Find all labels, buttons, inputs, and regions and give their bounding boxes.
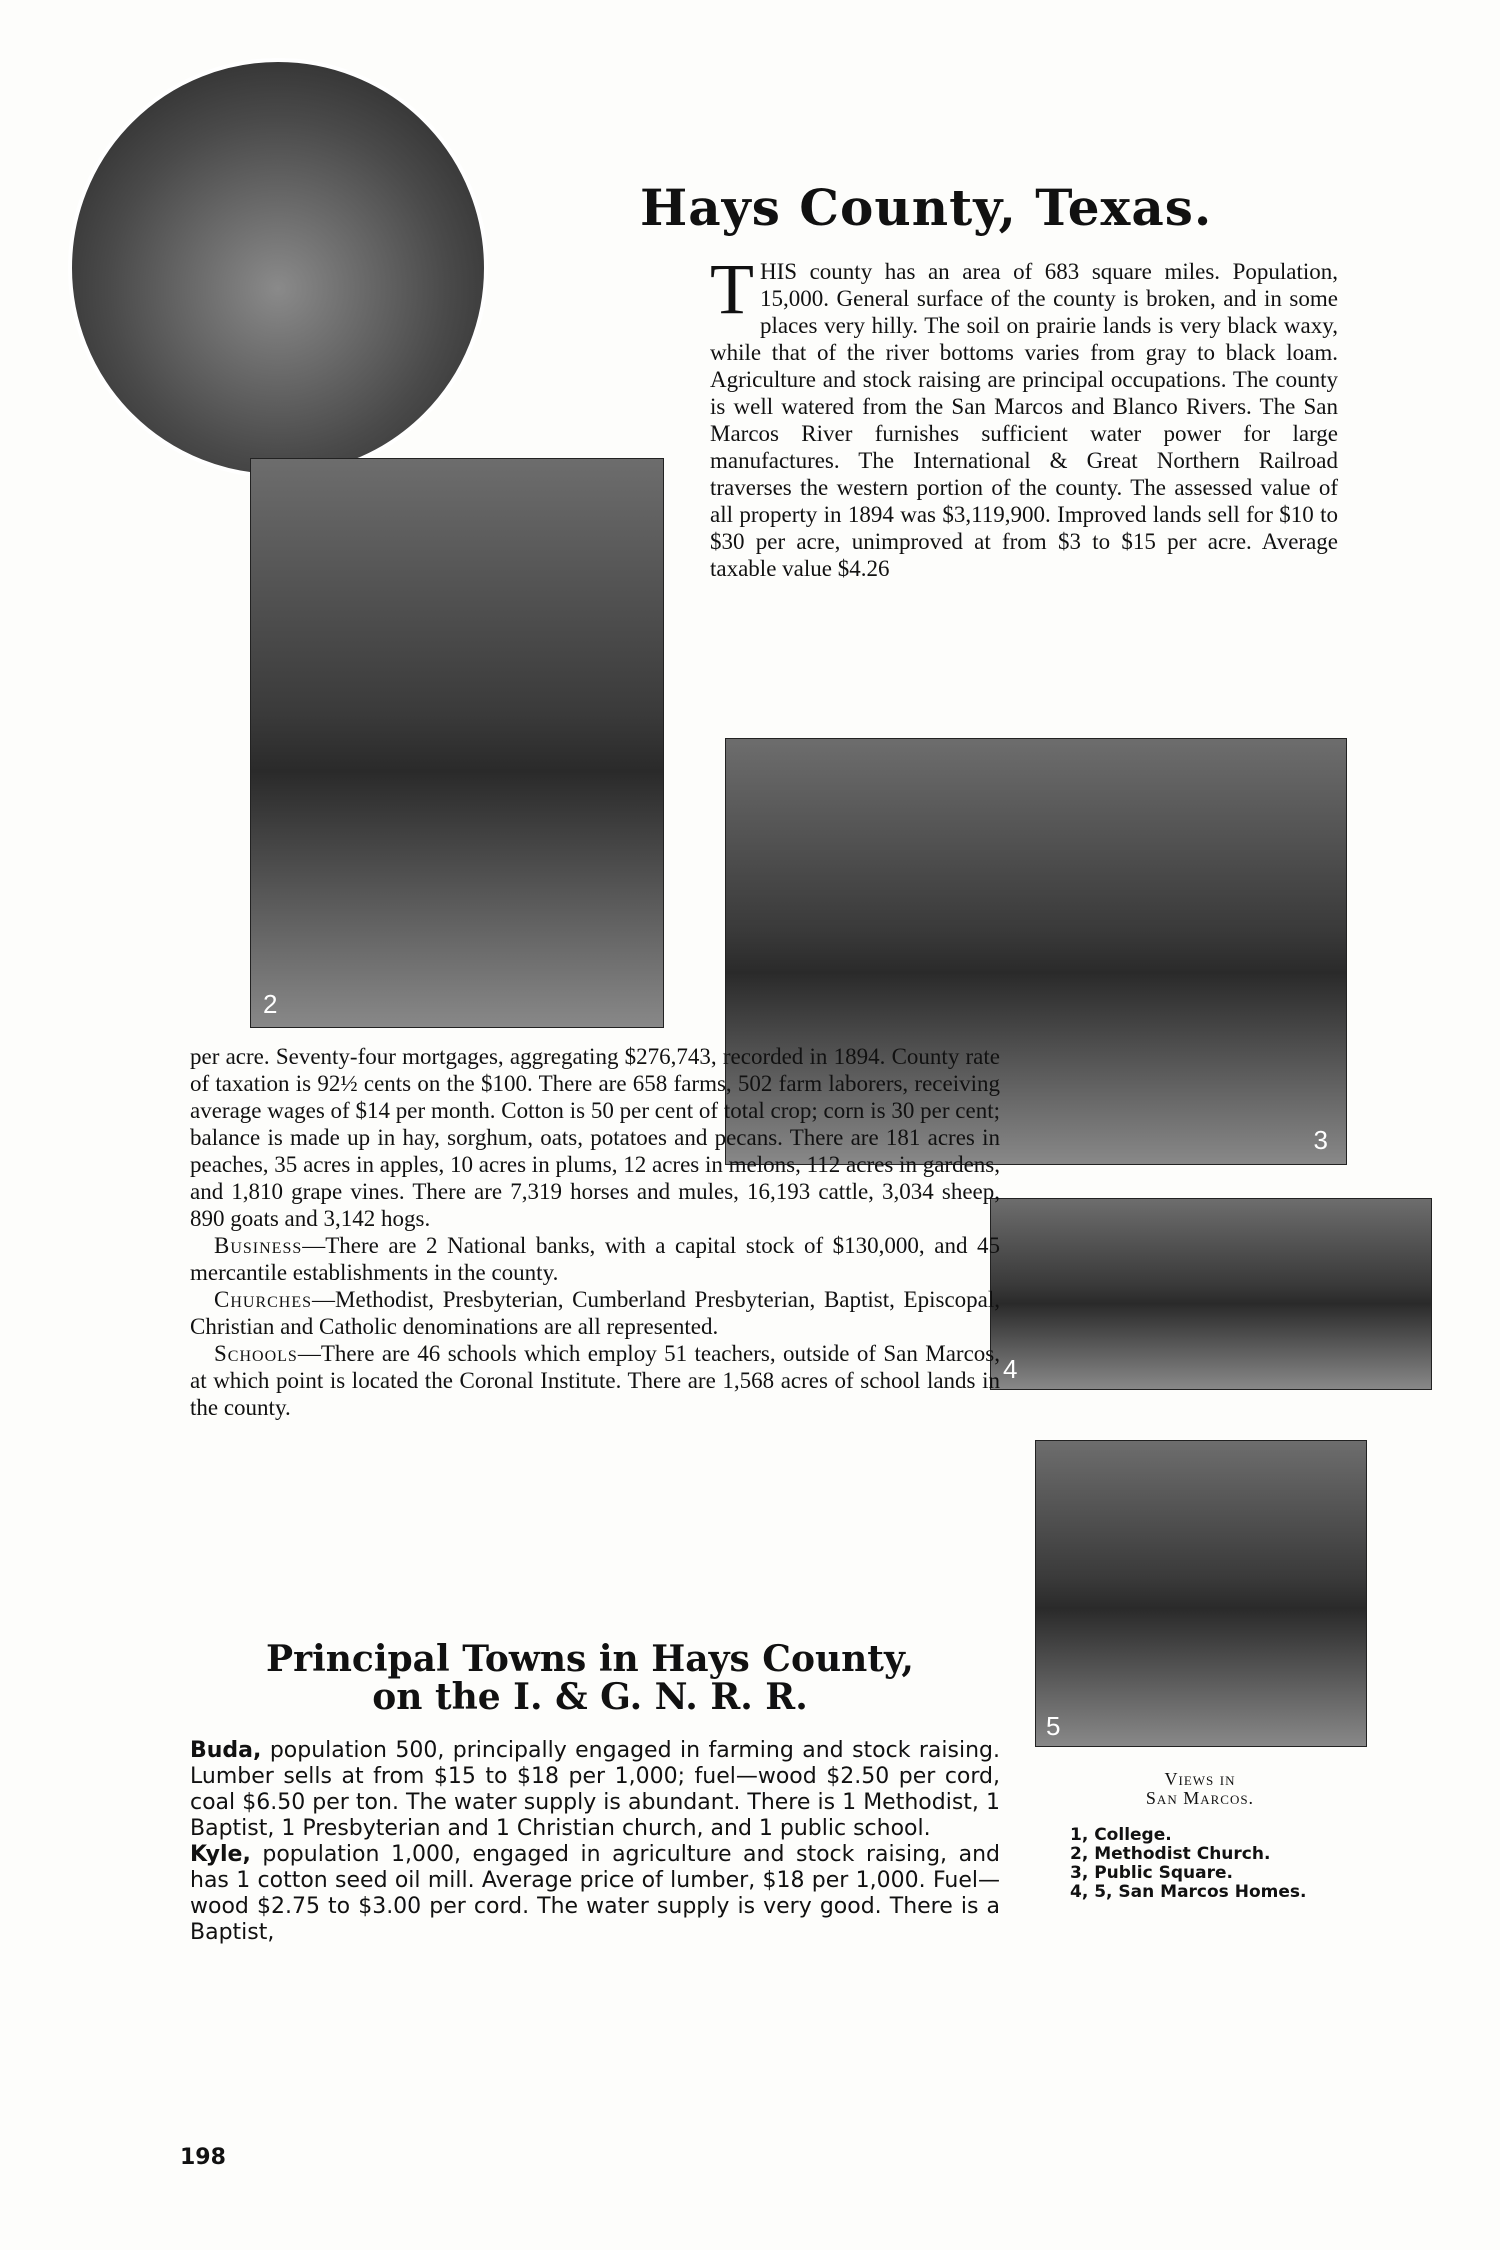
- photo-number: 3: [1313, 1125, 1328, 1155]
- caption-heading-line2: San Marcos.: [1145, 1788, 1255, 1808]
- section-heading-line2: on the I. & G. N. R. R.: [372, 1676, 808, 1718]
- caption-item: 3, Public Square.: [1070, 1863, 1233, 1883]
- home-photo-5: [1035, 1440, 1367, 1747]
- buda-text: population 500, principally engaged in farming and stock raising. Lumber sells at from $15 to $18 per 1,000; fuel—wood $2.50 per cord, coal $6.50 per ton. The water supply is abundant. There is 1 Methodist, 1 Baptist, 1 Presbyterian and 1 Christian church, and 1 public school.: [190, 1738, 1000, 1841]
- caption-item: 1, College.: [1070, 1825, 1172, 1845]
- schools-paragraph: [190, 1340, 1000, 1421]
- home-photo-4: [990, 1198, 1432, 1390]
- intro-paragraph: [710, 249, 1338, 582]
- page-title: Hays County, Texas.: [640, 178, 1213, 237]
- continued-text: per acre. Seventy-four mortgages, aggregating $276,743, recorded in 1894. County rate of taxation is 92½ cents on the $100. There are 658 farms, 502 farm laborers, receiving average wages of $14 per month. Cotton is 50 per cent of total crop; corn is 30 per cent; balance is made up in hay, sorghum, oats, potatoes and pecans. There are 181 acres in peaches, 35 acres in apples, 10 acres in plums, 12 acres in melons, 112 acres in gardens, and 1,810 grape vines. There are 7,319 horses and mules, 16,193 cattle, 3,034 sheep, 890 goats and 3,142 hogs.: [190, 1044, 1000, 1231]
- methodist-church-photo: [250, 458, 664, 1028]
- kyle-entry: [190, 1842, 1000, 1946]
- schools-label: Schools: [214, 1341, 298, 1366]
- business-paragraph: [190, 1232, 1000, 1286]
- buda-entry: [190, 1738, 1000, 1842]
- business-text: —There are 2 National banks, with a capital stock of $130,000, and 45 mercantile establishments in the county.: [190, 1233, 1000, 1285]
- photo-number: 2: [263, 989, 278, 1019]
- caption-heading: [1050, 1770, 1350, 1808]
- college-photo: [68, 58, 488, 478]
- photo-number: 5: [1046, 1711, 1061, 1741]
- caption-item: 2, Methodist Church.: [1070, 1844, 1271, 1864]
- kyle-name: Kyle,: [190, 1842, 251, 1867]
- dropcap: T: [710, 249, 754, 329]
- intro-text: HIS county has an area of 683 square miles. Population, 15,000. General surface of the county is broken, and in some places very hilly. The soil on prairie lands is very black waxy, while that of the river bottoms varies from gray to black loam. Agriculture and stock raising are principal occupations. The county is well watered from the San Marcos and Blanco Rivers. The San Marcos River furnishes sufficient water power for large manufactures. The International & Great Northern Railroad traverses the western portion of the county. The assessed value of all property in 1894 was $3,119,900. Improved lands sell for $10 to $30 per acre, unimproved at from $3 to $15 per acre. Average taxable value $4.26: [710, 259, 1338, 581]
- business-label: Business: [214, 1233, 303, 1258]
- schools-text: —There are 46 schools which employ 51 teachers, outside of San Marcos, at which point is located the Coronal Institute. There are 1,568 acres of school lands in the county.: [190, 1341, 1000, 1420]
- section-heading: [180, 1640, 1000, 1716]
- photo-number: 4: [1003, 1354, 1018, 1384]
- towns-paragraph: [190, 1738, 1000, 1946]
- buda-name: Buda,: [190, 1738, 262, 1763]
- caption-item: 4, 5, San Marcos Homes.: [1070, 1882, 1307, 1902]
- page-number: 198: [180, 2145, 226, 2170]
- photo-caption: [1050, 1770, 1350, 1902]
- churches-label: Churches: [214, 1287, 313, 1312]
- section-heading-line1: Principal Towns in Hays County,: [266, 1638, 914, 1680]
- churches-text: —Methodist, Presbyterian, Cumberland Presbyterian, Baptist, Episcopal, Christian and Catholic denominations are all represented.: [190, 1287, 1000, 1339]
- continued-paragraph: [190, 1043, 1000, 1421]
- caption-heading-line1: Views in: [1164, 1769, 1236, 1789]
- kyle-text: population 1,000, engaged in agriculture and stock raising, and has 1 cotton seed oil mill. Average price of lumber, $18 per 1,000. Fuel—wood $2.75 to $3.00 per cord. The water supply is very good. There is a Baptist,: [190, 1842, 1000, 1945]
- churches-paragraph: [190, 1286, 1000, 1340]
